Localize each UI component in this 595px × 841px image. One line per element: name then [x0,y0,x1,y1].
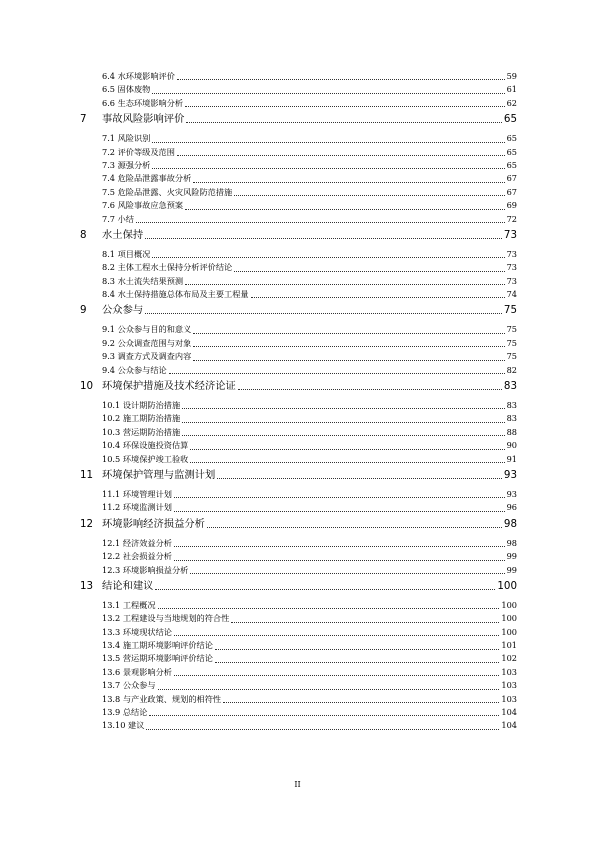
dot-leader [190,573,504,574]
toc-entry-title: 10.3 营运期防治措施 [102,426,181,437]
toc-page-number: 83 [506,413,517,424]
dot-leader [207,527,502,528]
dot-leader [193,346,504,347]
toc-entry-title: 11.2 环境监测计划 [102,502,172,513]
toc-page-number: 100 [501,599,517,610]
toc-section-entry[interactable] [80,70,517,83]
toc-chapter-entry[interactable] [80,378,517,394]
toc-page-number: 102 [501,653,517,664]
dot-leader [177,79,505,80]
toc-page-number: 104 [501,720,517,731]
toc-entry-title: 13.7 公众参与 [102,680,156,691]
toc-page-number: 91 [506,453,517,464]
toc-page-number: 61 [506,84,517,95]
toc-page-number: 101 [501,640,517,651]
toc-section-entry[interactable] [80,537,517,550]
toc-section-entry[interactable] [80,97,517,110]
dot-leader [174,635,499,636]
toc-page-number: 104 [501,707,517,718]
dot-leader [190,462,504,463]
toc-page-number: 99 [506,564,517,575]
toc-section-entry[interactable] [80,666,517,679]
dot-leader [182,408,504,409]
dot-leader [190,449,504,450]
dot-leader [158,608,500,609]
toc-section-entry[interactable] [80,83,517,96]
dot-leader [152,93,504,94]
toc-entry-title: 事故风险影响评价 [102,113,185,126]
toc-section-entry[interactable] [80,261,517,274]
toc-section-entry[interactable] [80,599,517,612]
toc-entry-title: 9.3 调查方式及调查内容 [102,351,192,362]
toc-page-number: 103 [501,693,517,704]
dot-leader [238,389,502,390]
toc-chapter-entry[interactable] [80,578,517,594]
dot-leader [146,729,499,730]
toc-page-number: 65 [503,113,517,126]
toc-page-number: 69 [506,200,517,211]
toc-entry-title: 13.8 与产业政策、规划的相符性 [102,693,222,704]
toc-chapter-entry[interactable] [80,227,517,243]
toc-page-number: 103 [501,666,517,677]
toc-entry-title: 13.4 施工期环境影响评价结论 [102,640,213,651]
dot-leader [185,209,504,210]
toc-section-entry[interactable] [80,199,517,212]
toc-page-number: 67 [506,186,517,197]
toc-page-number: 88 [506,426,517,437]
toc-page-number: 90 [506,440,517,451]
dot-leader [155,589,495,590]
dot-leader [145,313,502,314]
toc-page-number: 98 [503,517,517,530]
dot-leader [231,622,499,623]
dot-leader [182,435,504,436]
dot-leader [215,649,499,650]
dot-leader [145,238,502,239]
toc-section-entry[interactable] [80,186,517,199]
dot-leader [186,122,502,123]
dot-leader [223,702,499,703]
toc-section-entry[interactable] [80,412,517,425]
toc-section-entry[interactable] [80,706,517,719]
toc-section-entry[interactable] [80,364,517,377]
toc-page-number: 93 [503,468,517,481]
toc-section-entry[interactable] [80,146,517,159]
toc-entry-title: 7.7 小结 [102,213,134,224]
toc-entry-title: 8.3 水土流失结果预测 [102,275,184,286]
toc-section-entry[interactable] [80,132,517,145]
dot-leader [174,560,505,561]
toc-page-number: 82 [506,364,517,375]
toc-section-entry[interactable] [80,248,517,261]
toc-page-number: 75 [506,337,517,348]
toc-page-number: 98 [506,537,517,548]
toc-entry-title: 公众参与 [102,304,144,317]
toc-page-number: 75 [506,351,517,362]
toc-page-number: 99 [506,551,517,562]
dot-leader [174,675,499,676]
dot-leader [217,478,502,479]
toc-entry-title: 8.2 主体工程水土保持分析评价结论 [102,262,233,273]
toc-entry-title: 6.4 水环境影响评价 [102,70,175,81]
toc-page-number: 65 [506,133,517,144]
dot-leader [152,142,504,143]
dot-leader [215,662,499,663]
toc-page-number: 67 [506,173,517,184]
toc-page-number: 75 [503,304,517,317]
dot-leader [152,168,504,169]
dot-leader [149,715,499,716]
toc-entry-title: 7.5 危险品泄露、火灾风险防范措施 [102,186,233,197]
toc-chapter-number: 12 [80,517,94,530]
toc-page-number: 75 [506,324,517,335]
toc-entry-title: 环境保护管理与监测计划 [102,468,216,481]
toc-page-number: 83 [503,380,517,393]
toc-page-number: 73 [506,275,517,286]
toc-entry-title: 12.2 社会损益分析 [102,551,172,562]
toc-page-number: 74 [506,289,517,300]
dot-leader [174,497,505,498]
toc-page-number: 65 [506,146,517,157]
toc-chapter-entry[interactable] [80,111,517,127]
dot-leader [182,422,504,423]
toc-page-number: 73 [506,248,517,259]
dot-leader [152,257,504,258]
toc-chapter-entry[interactable] [80,302,517,318]
toc-section-entry[interactable] [80,501,517,514]
toc-page-number: 72 [506,213,517,224]
toc-entry-title: 13.2 工程建设与当地规划的符合性 [102,613,230,624]
toc-section-entry[interactable] [80,439,517,452]
toc-entry-title: 13.6 景观影响分析 [102,666,172,677]
dot-leader [177,155,505,156]
toc-entry-title: 13.5 营运期环境影响评价结论 [102,653,213,664]
toc-section-entry[interactable] [80,626,517,639]
dot-leader [234,271,504,272]
toc-entry-title: 环境保护措施及技术经济论证 [102,380,236,393]
dot-leader [185,106,504,107]
toc-page-number: 100 [501,613,517,624]
toc-section-entry[interactable] [80,275,517,288]
dot-leader [136,222,505,223]
toc-section-entry[interactable] [80,719,517,732]
toc-chapter-number: 10 [80,380,94,393]
toc-chapter-entry[interactable] [80,516,517,532]
dot-leader [193,360,504,361]
toc-page-number: 83 [506,400,517,411]
toc-entry-title: 6.6 生态环境影响分析 [102,97,184,108]
toc-entry-title: 7.4 危险品泄露事故分析 [102,173,192,184]
toc-section-entry[interactable] [80,639,517,652]
toc-entry-title: 7.3 源强分析 [102,159,151,170]
toc-page-number: 96 [506,502,517,513]
toc-section-entry[interactable] [80,612,517,625]
table-of-contents [80,70,517,733]
toc-section-entry[interactable] [80,550,517,563]
toc-entry-title: 11.1 环境管理计划 [102,488,172,499]
toc-section-entry[interactable] [80,453,517,466]
toc-entry-title: 结论和建议 [102,579,154,592]
toc-entry-title: 环境影响经济损益分析 [102,517,205,530]
toc-entry-title: 9.1 公众参与目的和意义 [102,324,192,335]
toc-entry-title: 12.1 经济效益分析 [102,537,172,548]
dot-leader [185,284,504,285]
dot-leader [251,297,505,298]
toc-section-entry[interactable] [80,159,517,172]
page-number: II [294,780,301,789]
toc-page-number: 100 [501,626,517,637]
dot-leader [193,333,504,334]
toc-page-number: 73 [503,228,517,241]
toc-entry-title: 7.1 风险识别 [102,133,151,144]
toc-entry-title: 9.2 公众调查范围与对象 [102,337,192,348]
toc-section-entry[interactable] [80,679,517,692]
toc-entry-title: 水土保持 [102,228,144,241]
toc-section-entry[interactable] [80,172,517,185]
toc-section-entry[interactable] [80,564,517,577]
toc-page-number: 100 [497,579,517,592]
toc-page-number: 65 [506,159,517,170]
toc-entry-title: 8.4 水土保持措施总体布局及主要工程量 [102,289,249,300]
dot-leader [193,182,504,183]
dot-leader [169,373,505,374]
toc-page-number: 62 [506,97,517,108]
toc-entry-title: 10.1 设计期防治措施 [102,400,181,411]
toc-section-entry[interactable] [80,399,517,412]
toc-entry-title: 9.4 公众参与结论 [102,364,167,375]
toc-section-entry[interactable] [80,350,517,363]
toc-entry-title: 8.1 项目概况 [102,248,151,259]
toc-section-entry[interactable] [80,337,517,350]
dot-leader [174,546,505,547]
toc-section-entry[interactable] [80,488,517,501]
toc-section-entry[interactable] [80,213,517,226]
toc-entry-title: 13.3 环境现状结论 [102,626,172,637]
dot-leader [234,195,504,196]
toc-section-entry[interactable] [80,693,517,706]
toc-entry-title: 13.10 建议 [102,720,145,731]
toc-chapter-entry[interactable] [80,467,517,483]
toc-entry-title: 10.5 环境保护竣工验收 [102,453,189,464]
toc-entry-title: 13.9 总结论 [102,707,148,718]
dot-leader [174,511,505,512]
toc-entry-title: 7.2 评价等级及范围 [102,146,175,157]
toc-chapter-number: 7 [80,113,87,126]
toc-chapter-number: 11 [80,468,94,481]
toc-chapter-number: 13 [80,579,94,592]
toc-section-entry[interactable] [80,288,517,301]
toc-page-number: 73 [506,262,517,273]
toc-entry-title: 6.5 固体废物 [102,84,151,95]
toc-entry-title: 13.1 工程概况 [102,599,156,610]
toc-entry-title: 10.4 环保设施投资估算 [102,440,189,451]
toc-section-entry[interactable] [80,426,517,439]
toc-section-entry[interactable] [80,653,517,666]
toc-page-number: 93 [506,488,517,499]
toc-page-number: 59 [506,70,517,81]
toc-entry-title: 10.2 施工期防治措施 [102,413,181,424]
toc-page-number: 103 [501,680,517,691]
toc-section-entry[interactable] [80,323,517,336]
dot-leader [158,689,500,690]
toc-chapter-number: 9 [80,304,87,317]
toc-entry-title: 7.6 风险事故应急预案 [102,200,184,211]
toc-chapter-number: 8 [80,228,87,241]
toc-entry-title: 12.3 环境影响损益分析 [102,564,189,575]
